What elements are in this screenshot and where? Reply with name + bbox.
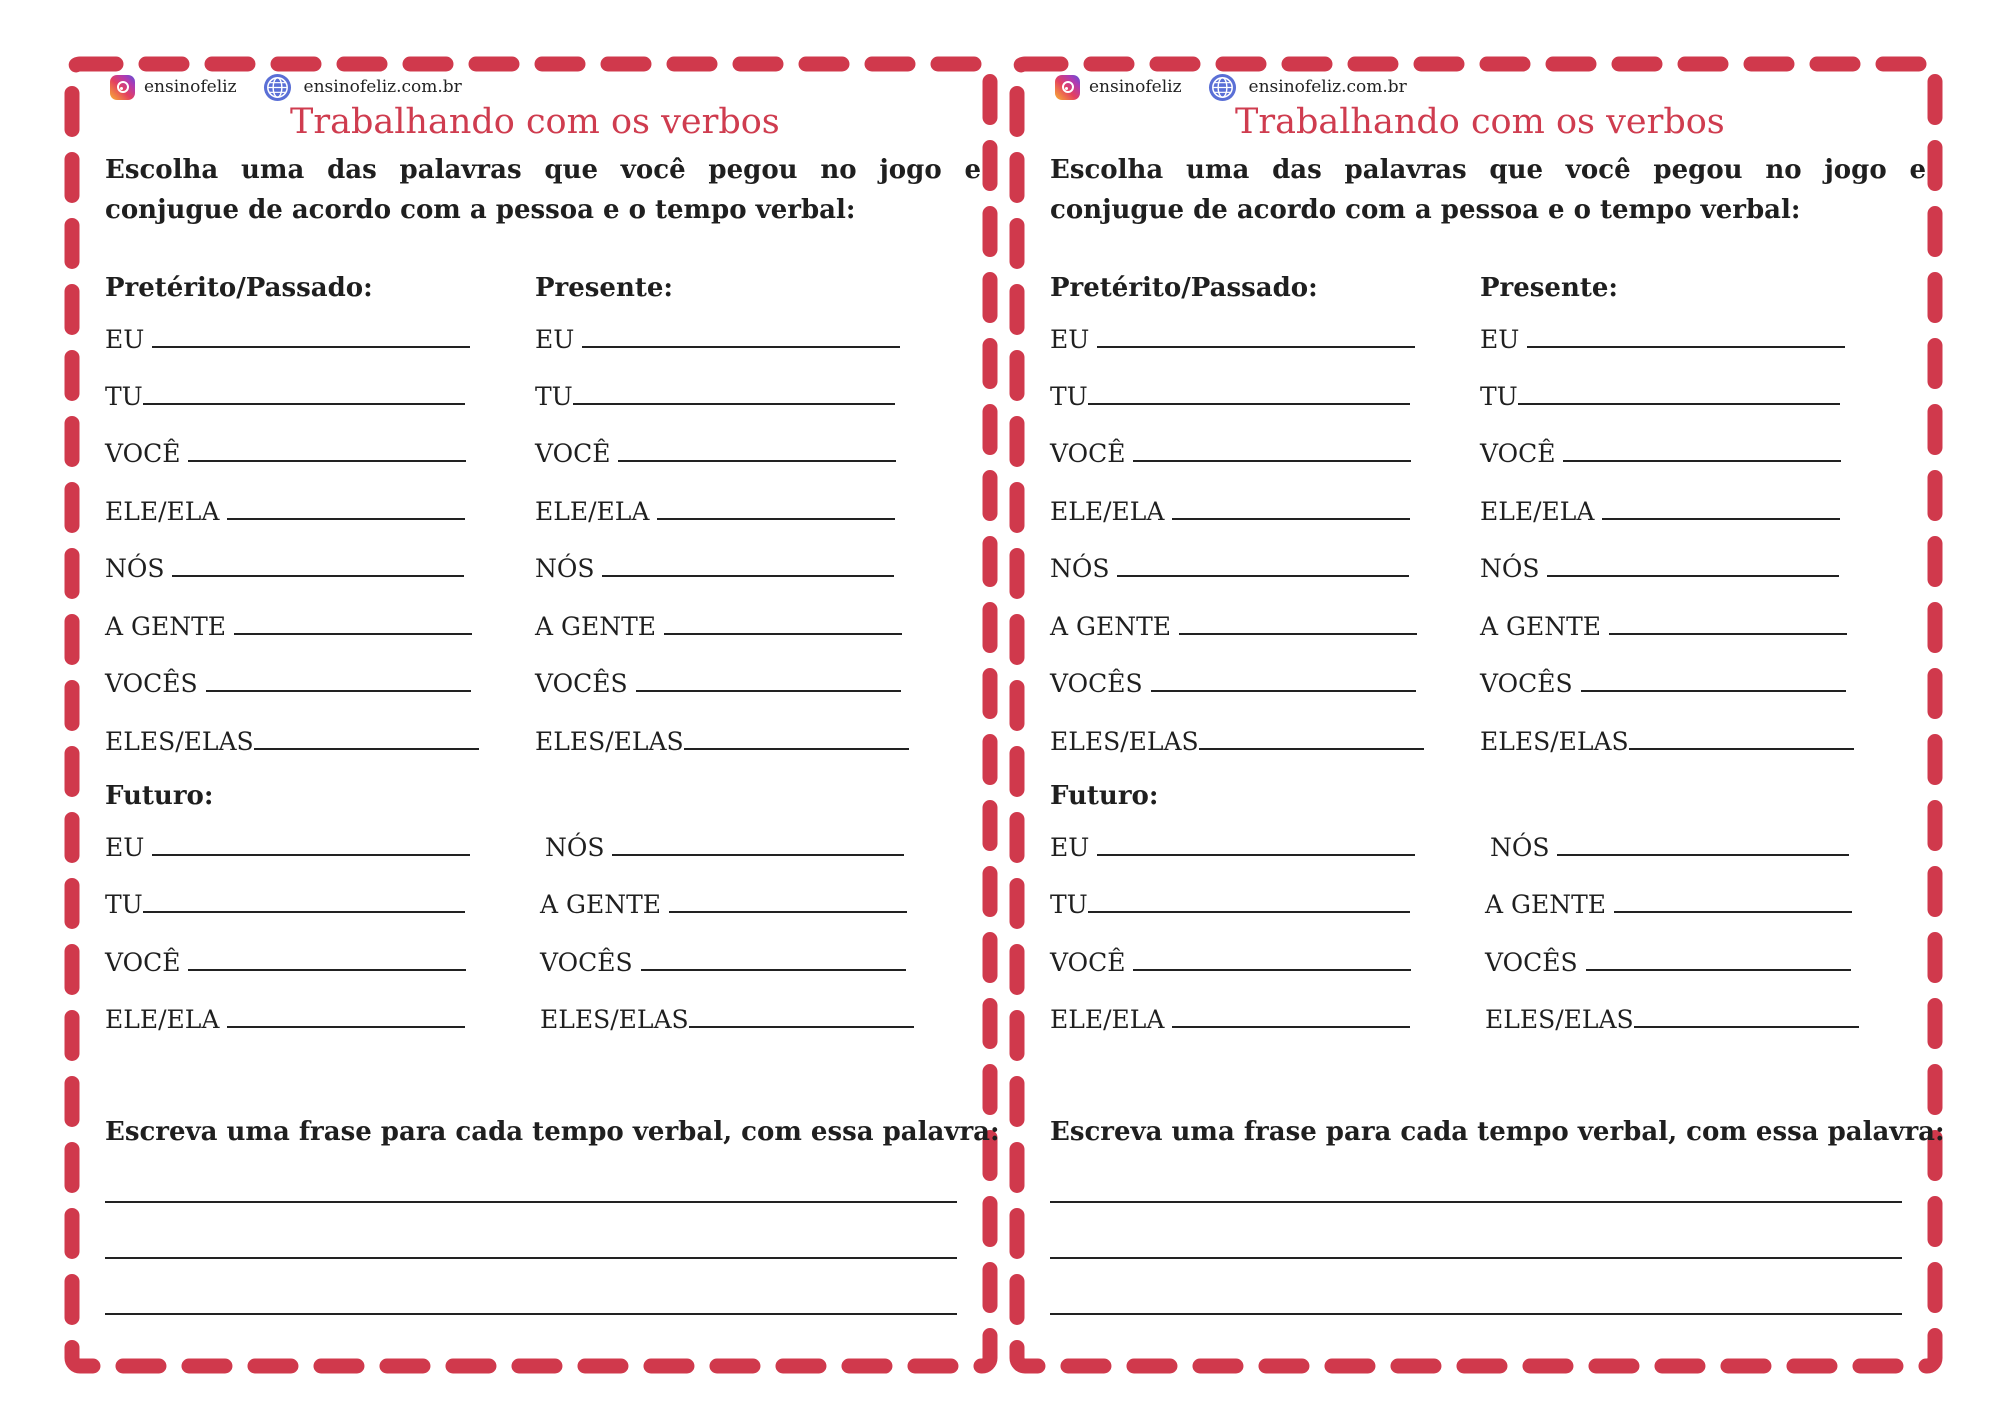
answer-line[interactable]	[227, 494, 465, 520]
answer-line[interactable]	[1614, 887, 1852, 913]
answer-line[interactable]	[573, 379, 895, 405]
answer-line[interactable]	[1172, 494, 1410, 520]
preterito-voces-row[interactable]: VOCÊS	[1050, 666, 1416, 700]
futuro-ele-ela-row[interactable]: ELE/ELA	[1050, 1002, 1410, 1036]
answer-line[interactable]	[1088, 887, 1410, 913]
sentence-prompt: Escreva uma frase para cada tempo verbal, com essa palavra:	[1050, 1117, 1945, 1147]
preterito-eles-elas-row[interactable]: ELES/ELAS	[105, 724, 479, 758]
presente-voce-row[interactable]: VOCÊ	[535, 436, 896, 470]
presente-voces-row[interactable]: VOCÊS	[535, 666, 901, 700]
answer-line[interactable]	[1602, 494, 1840, 520]
futuro-voce-row[interactable]: VOCÊ	[1050, 945, 1411, 979]
answer-line[interactable]	[689, 1002, 914, 1028]
worksheet-right	[945, 0, 1945, 1414]
instructions: Escolha uma das palavras que você pegou no jogo e conjugue de acordo com a pessoa e o tempo verbal:	[105, 155, 981, 225]
presente-tu-row[interactable]: TU	[535, 379, 895, 413]
presente-eu-row[interactable]: EU	[1480, 322, 1845, 356]
answer-line[interactable]	[582, 322, 900, 348]
preterito-heading: Pretérito/Passado:	[1050, 273, 1318, 303]
preterito-nos-row[interactable]: NÓS	[1050, 551, 1409, 585]
futuro-ele-ela-row[interactable]: ELE/ELA	[105, 1002, 465, 1036]
preterito-ele-ela-row[interactable]: ELE/ELA	[1050, 494, 1410, 528]
preterito-ele-ela-row[interactable]: ELE/ELA	[105, 494, 465, 528]
instagram-icon	[110, 75, 135, 100]
instagram-handle: ensinofeliz	[144, 77, 237, 97]
answer-line[interactable]	[188, 436, 466, 462]
answer-line[interactable]	[152, 322, 470, 348]
worksheet-title: Trabalhando com os verbos	[1235, 102, 1725, 142]
answer-line[interactable]	[657, 494, 895, 520]
sentence-line[interactable]	[105, 1257, 957, 1259]
futuro-eu-row[interactable]: EU	[1050, 830, 1415, 864]
answer-line[interactable]	[602, 551, 894, 577]
preterito-tu-row[interactable]: TU	[105, 379, 465, 413]
instagram-handle: ensinofeliz	[1089, 77, 1182, 97]
preterito-eu-row[interactable]: EU	[1050, 322, 1415, 356]
answer-line[interactable]	[1088, 379, 1410, 405]
preterito-tu-row[interactable]: TU	[1050, 379, 1410, 413]
preterito-a-gente-row[interactable]: A GENTE	[1050, 609, 1417, 643]
globe-icon	[1208, 73, 1237, 102]
preterito-nos-row[interactable]: NÓS	[105, 551, 464, 585]
answer-line[interactable]	[1586, 945, 1851, 971]
futuro-nos-row[interactable]: NÓS	[545, 830, 904, 864]
answer-line[interactable]	[1609, 609, 1847, 635]
preterito-voce-row[interactable]: VOCÊ	[1050, 436, 1411, 470]
worksheet-title: Trabalhando com os verbos	[290, 102, 780, 142]
presente-heading: Presente:	[1480, 273, 1619, 303]
futuro-voces-row[interactable]: VOCÊS	[1485, 945, 1851, 979]
sentence-line[interactable]	[105, 1201, 957, 1203]
futuro-heading: Futuro:	[1050, 781, 1159, 811]
answer-line[interactable]	[1547, 551, 1839, 577]
presente-a-gente-row[interactable]: A GENTE	[1480, 609, 1847, 643]
answer-line[interactable]	[143, 379, 465, 405]
preterito-voce-row[interactable]: VOCÊ	[105, 436, 466, 470]
answer-line[interactable]	[636, 666, 901, 692]
answer-line[interactable]	[1179, 609, 1417, 635]
answer-line[interactable]	[254, 724, 479, 750]
brand-header	[1055, 72, 1407, 102]
preterito-a-gente-row[interactable]: A GENTE	[105, 609, 472, 643]
presente-eu-row[interactable]: EU	[535, 322, 900, 356]
answer-line[interactable]	[1097, 322, 1415, 348]
futuro-heading: Futuro:	[105, 781, 214, 811]
sentence-prompt: Escreva uma frase para cada tempo verbal, com essa palavra:	[105, 1117, 1000, 1147]
answer-line[interactable]	[1527, 322, 1845, 348]
futuro-voce-row[interactable]: VOCÊ	[105, 945, 466, 979]
presente-nos-row[interactable]: NÓS	[535, 551, 894, 585]
sentence-line[interactable]	[1050, 1313, 1902, 1315]
futuro-eles-elas-row[interactable]: ELES/ELAS	[1485, 1002, 1859, 1036]
answer-line[interactable]	[1634, 1002, 1859, 1028]
futuro-tu-row[interactable]: TU	[105, 887, 465, 921]
futuro-nos-row[interactable]: NÓS	[1490, 830, 1849, 864]
answer-line[interactable]	[1557, 830, 1849, 856]
answer-line[interactable]	[152, 830, 470, 856]
presente-voce-row[interactable]: VOCÊ	[1480, 436, 1841, 470]
sentence-line[interactable]	[1050, 1201, 1902, 1203]
answer-line[interactable]	[234, 609, 472, 635]
instructions: Escolha uma das palavras que você pegou no jogo e conjugue de acordo com a pessoa e o tempo verbal:	[1050, 155, 1926, 225]
answer-line[interactable]	[1199, 724, 1424, 750]
futuro-tu-row[interactable]: TU	[1050, 887, 1410, 921]
preterito-voces-row[interactable]: VOCÊS	[105, 666, 471, 700]
sentence-line[interactable]	[1050, 1257, 1902, 1259]
presente-a-gente-row[interactable]: A GENTE	[535, 609, 902, 643]
answer-line[interactable]	[669, 887, 907, 913]
answer-line[interactable]	[1172, 1002, 1410, 1028]
preterito-heading: Pretérito/Passado:	[105, 273, 373, 303]
futuro-voces-row[interactable]: VOCÊS	[540, 945, 906, 979]
sentence-line[interactable]	[105, 1313, 957, 1315]
answer-line[interactable]	[1518, 379, 1840, 405]
futuro-a-gente-row[interactable]: A GENTE	[540, 887, 907, 921]
preterito-eu-row[interactable]: EU	[105, 322, 470, 356]
website-url: ensinofeliz.com.br	[303, 77, 462, 97]
answer-line[interactable]	[641, 945, 906, 971]
globe-icon	[263, 73, 292, 102]
answer-line[interactable]	[1133, 945, 1411, 971]
futuro-eu-row[interactable]: EU	[105, 830, 470, 864]
answer-line[interactable]	[1629, 724, 1854, 750]
presente-ele-ela-row[interactable]: ELE/ELA	[1480, 494, 1840, 528]
answer-line[interactable]	[618, 436, 896, 462]
answer-line[interactable]	[1117, 551, 1409, 577]
answer-line[interactable]	[684, 724, 909, 750]
answer-line[interactable]	[143, 887, 465, 913]
answer-line[interactable]	[1563, 436, 1841, 462]
presente-voces-row[interactable]: VOCÊS	[1480, 666, 1846, 700]
answer-line[interactable]	[664, 609, 902, 635]
presente-eles-elas-row[interactable]: ELES/ELAS	[535, 724, 909, 758]
answer-line[interactable]	[206, 666, 471, 692]
answer-line[interactable]	[1133, 436, 1411, 462]
presente-nos-row[interactable]: NÓS	[1480, 551, 1839, 585]
futuro-a-gente-row[interactable]: A GENTE	[1485, 887, 1852, 921]
preterito-eles-elas-row[interactable]: ELES/ELAS	[1050, 724, 1424, 758]
presente-eles-elas-row[interactable]: ELES/ELAS	[1480, 724, 1854, 758]
answer-line[interactable]	[172, 551, 464, 577]
brand-header	[110, 72, 462, 102]
presente-tu-row[interactable]: TU	[1480, 379, 1840, 413]
futuro-eles-elas-row[interactable]: ELES/ELAS	[540, 1002, 914, 1036]
answer-line[interactable]	[1581, 666, 1846, 692]
presente-heading: Presente:	[535, 273, 674, 303]
website-url: ensinofeliz.com.br	[1248, 77, 1407, 97]
answer-line[interactable]	[612, 830, 904, 856]
presente-ele-ela-row[interactable]: ELE/ELA	[535, 494, 895, 528]
answer-line[interactable]	[1097, 830, 1415, 856]
answer-line[interactable]	[1151, 666, 1416, 692]
answer-line[interactable]	[188, 945, 466, 971]
answer-line[interactable]	[227, 1002, 465, 1028]
instagram-icon	[1055, 75, 1080, 100]
